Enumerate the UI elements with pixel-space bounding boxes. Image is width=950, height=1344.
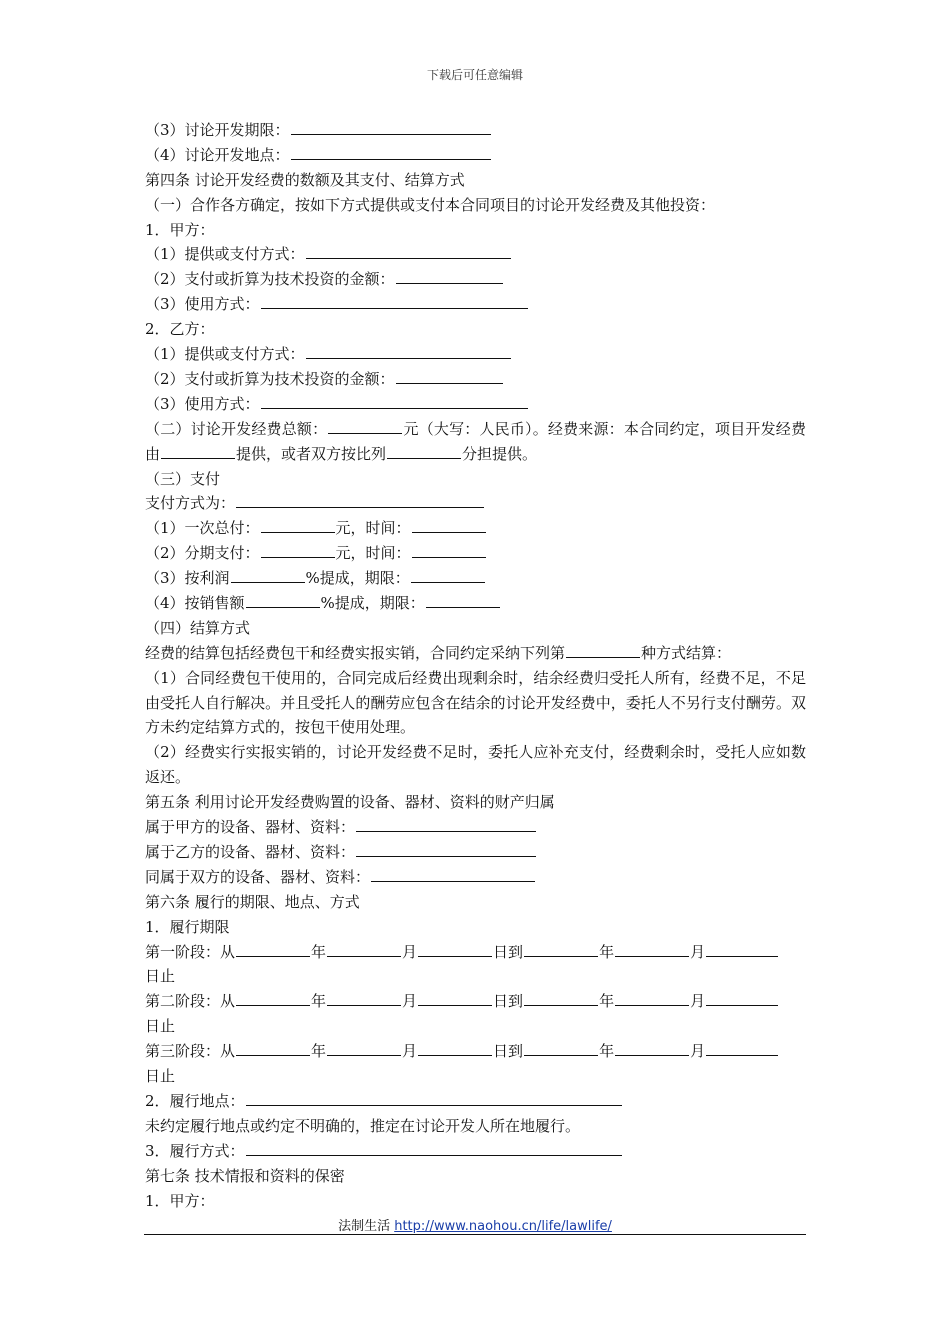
section-1-intro: （一）合作各方确定，按如下方式提供或支付本合同项目的讨论开发经费及其他投资： (145, 195, 716, 214)
article-5-heading: 第五条 利用讨论开发经费购置的设备、器材、资料的财产归属 (145, 793, 555, 812)
party-b-usage: （3）使用方式： (145, 392, 806, 417)
settlement-intro: 经费的结算包括经费包干和经费实报实销，合同约定采纳下列第 种方式结算： (145, 643, 732, 662)
article-6-heading: 第六条 履行的期限、地点、方式 (145, 892, 360, 911)
party-b-payment-method: （1）提供或支付方式： (145, 342, 806, 367)
research-location-line: （4）讨论开发地点： (145, 143, 806, 168)
party-b-equipment-line: 属于乙方的设备、器材、资料： (145, 840, 806, 865)
footer-label: 法制生活 (338, 1219, 395, 1234)
performance-location-line: 2．履行地点： (145, 1089, 806, 1114)
performance-period-label: 1．履行期限 (145, 917, 230, 936)
payment-method-line: 支付方式为： (145, 491, 806, 516)
research-period-line: （3）讨论开发期限： (145, 118, 806, 143)
settlement-subheading: （四）结算方式 (145, 618, 251, 637)
page-header: 下载后可任意编辑 (426, 68, 523, 82)
document-body (145, 118, 806, 1213)
party-a-label: 1．甲方： (145, 220, 215, 239)
profit-share-line: （3）按利润 %提成，期限： (145, 566, 806, 591)
page-footer (0, 1215, 950, 1234)
total-funding-paragraph: （二）讨论开发经费总额： 元（大写：人民币）。经费来源：本合同约定，项目开发经费由 提供，或者双方按比列 分担提供。 (145, 419, 806, 463)
party-a-equipment-line: 属于甲方的设备、器材、资料： (145, 815, 806, 840)
stage-2-line: 第二阶段：从 年 月 日到 年 月 日止 (145, 989, 806, 1039)
footer-divider (144, 1234, 806, 1235)
party-a-investment-amount: （2）支付或折算为技术投资的金额： (145, 267, 806, 292)
party-b-investment-amount: （2）支付或折算为技术投资的金额： (145, 367, 806, 392)
lump-sum-settlement-paragraph: （1）合同经费包干使用的，合同完成后经费出现剩余时，结余经费归受托人所有，经费不足，不足由受托人自行解决。并且受托人的酬劳应包含在结余的讨论开发经费中，委托人不另行支付酬劳。双方未约定结算方式的，按包干使用处理。 (145, 668, 806, 737)
party-a-payment-method: （1）提供或支付方式： (145, 242, 806, 267)
payment-subheading: （三）支付 (145, 469, 221, 488)
article-4-heading: 第四条 讨论开发经费的数额及其支付、结算方式 (145, 170, 465, 189)
confidentiality-party-a-label: 1．甲方： (145, 1191, 215, 1210)
party-b-label: 2．乙方： (145, 320, 215, 339)
footer-link[interactable]: http://www.naohou.cn/life/lawlife/ (394, 1219, 612, 1234)
default-location-note: 未约定履行地点或约定不明确的，推定在讨论开发人所在地履行。 (145, 1116, 581, 1135)
stage-3-line: 第三阶段：从 年 月 日到 年 月 日止 (145, 1039, 806, 1089)
sales-share-line: （4）按销售额 %提成，期限： (145, 591, 806, 616)
performance-method-line: 3．履行方式： (145, 1139, 806, 1164)
lump-sum-line: （1）一次总付： 元，时间： (145, 516, 806, 541)
joint-equipment-line: 同属于双方的设备、器材、资料： (145, 865, 806, 890)
stage-1-line: 第一阶段：从 年 月 日到 年 月 日止 (145, 940, 806, 990)
article-7-heading: 第七条 技术情报和资料的保密 (145, 1166, 345, 1185)
party-a-usage: （3）使用方式： (145, 292, 806, 317)
actual-expense-paragraph: （2）经费实行实报实销的，讨论开发经费不足时，委托人应补充支付，经费剩余时，受托人应如数返还。 (145, 743, 806, 787)
installment-line: （2）分期支付： 元，时间： (145, 541, 806, 566)
